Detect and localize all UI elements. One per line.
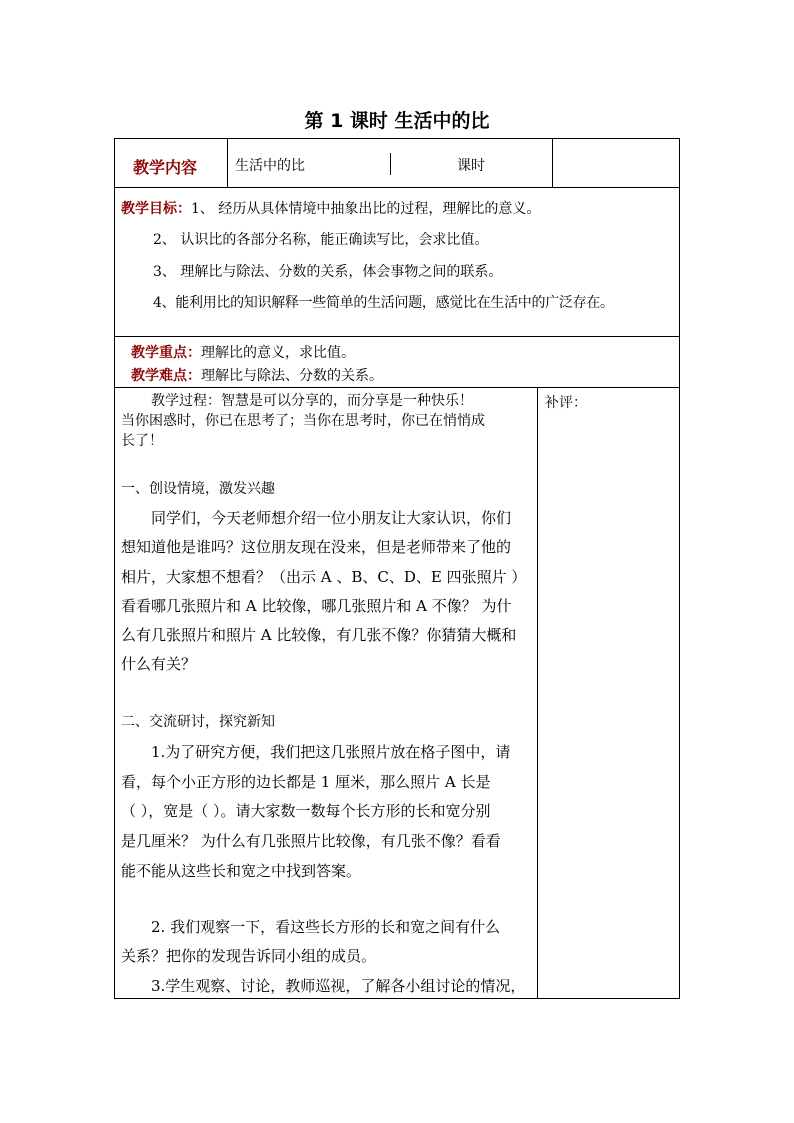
content-label: 教学内容 [133,158,198,177]
paragraph-line: 1.为了研究方便，我们把这几张照片放在格子图中，请 [151,743,511,761]
key-point-line [131,342,355,362]
intro-line: 教学过程：智慧是可以分享的，而分享是一种快乐！ [151,393,473,409]
paragraph-line: 相片，大家想不想看？（出示 A 、B、C、D、E 四张照片 ） [121,568,527,586]
difficult-point-text: 理解比与除法、分数的关系。 [201,368,383,384]
paragraph-line: 是几厘米？ 为什么有几张照片比较像，有几张不像？看看 [121,832,501,850]
goal-item: 3、 理解比与除法、分数的关系，体会事物之间的联系。 [153,264,503,280]
intro-line: 当你困惑时，你已在思考了；当你在思考时，你已在悄悄成 [121,413,485,429]
difficult-point-line [131,365,383,385]
paragraph-line: 看看哪几张照片和 A 比较像，哪几张照片和 A 不像？ 为什 [121,597,512,615]
content-value: 生活中的比 [235,158,305,174]
goals-label: 教学目标： [121,201,191,217]
header-row [114,138,680,188]
paragraph-line: 同学们，今天老师想介绍一位小朋友让大家认识，你们 [151,509,512,527]
key-point-label: 教学重点： [131,345,201,361]
paragraph-line: 看，每个小正方形的边长都是 1 厘米，那么照片 A 长是 [121,773,491,791]
key-point-text: 理解比的意义，求比值。 [201,345,355,361]
difficult-point-label: 教学难点： [131,368,201,384]
period-label: 课时 [457,158,485,174]
page-title: 第 1 课时 生活中的比 [304,110,490,132]
paragraph-line: 什么有关？ [121,655,197,673]
paragraph-line: 么有几张照片和照片 A 比较像，有几张不像？你猜猜大概和 [121,626,517,644]
comment-label: 补评： [545,395,587,411]
goals-line [121,198,540,218]
header-divider [390,153,391,175]
goal-item: 4、能利用比的知识解释一些简单的生活问题，感觉比在生活中的广泛存在。 [153,295,614,311]
paragraph-line: 想知道他是谁吗？这位朋友现在没来，但是老师带来了他的 [121,538,512,556]
header-divider [227,138,228,188]
intro-line: 长了！ [121,433,163,449]
process-divider [537,387,538,999]
section-title: 二、交流研讨，探究新知 [121,714,275,730]
goal-item: 1、 经历从具体情境中抽象出比的过程，理解比的意义。 [191,201,541,217]
goal-item: 2、 认识比的各部分名称，能正确读写比，会求比值。 [153,232,489,248]
paragraph-line: 2. 我们观察一下，看这些长方形的长和宽之间有什么 [151,918,501,936]
section-title: 一、创设情境，激发兴趣 [121,481,275,497]
paragraph-line: 能不能从这些长和宽之中找到答案。 [121,862,362,880]
header-divider [552,138,553,188]
paragraph-line: （ ），宽是（ ）。请大家数一数每个长方形的长和宽分别 [121,802,491,820]
paragraph-line: 关系？把你的发现告诉同小组的成员。 [121,947,377,965]
paragraph-line: 3.学生观察、讨论，教师巡视，了解各小组讨论的情况， [151,977,526,995]
